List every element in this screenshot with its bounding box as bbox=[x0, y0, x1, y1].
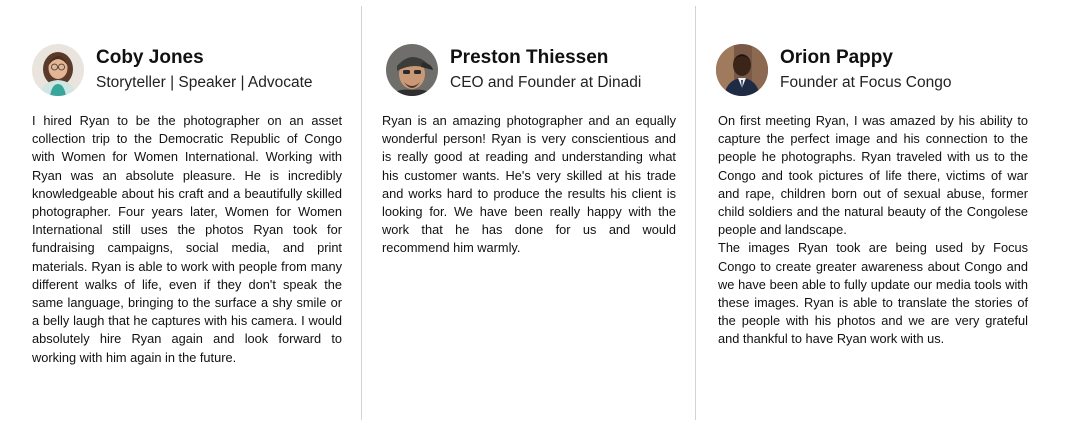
person-role: CEO and Founder at Dinadi bbox=[450, 74, 642, 91]
testimonial-paragraph: On first meeting Ryan, I was amazed by his ability to capture the perfect image and his connection to the people he photographs. Ryan traveled with us to the Congo and took pictures of life there, victims of war and rape, children born out of sexual abuse, former child soldiers and the natural beauty of the Congolese people and landscape. bbox=[718, 113, 1028, 238]
avatar bbox=[386, 44, 438, 96]
testimonial-card-coby-jones bbox=[32, 40, 342, 367]
column-divider-left bbox=[361, 6, 362, 420]
person-name: Coby Jones bbox=[96, 47, 204, 68]
testimonial-text bbox=[382, 112, 676, 258]
person-name: Preston Thiessen bbox=[450, 47, 609, 68]
column-divider-right bbox=[695, 6, 696, 420]
testimonial-text bbox=[718, 112, 1028, 349]
testimonial-paragraph: The images Ryan took are being used by Focus Congo to create greater awareness about Congo and we have been able to fully update our media tools with these images. Ryan is able to translate the stories of the people with his photos and we are very grateful and thankful to have Ryan work with us. bbox=[718, 240, 1028, 347]
testimonial-header bbox=[32, 40, 342, 100]
testimonial-card-orion-pappy bbox=[718, 40, 1028, 349]
person-role: Founder at Focus Congo bbox=[780, 74, 952, 91]
person-name: Orion Pappy bbox=[780, 47, 893, 68]
avatar bbox=[716, 44, 768, 96]
testimonial-paragraph: I hired Ryan to be the photographer on an asset collection trip to the Democratic Republic of Congo with Women for Women International. Working with Ryan was an absolute pleasure. He is incredibly knowledgeable about his craft and a beautifully skilled photographer. Four years later, Women for Women International still uses the photos Ryan took for fundraising campaigns, social media, and print materials. Ryan is able to work with people from many different walks of life, even if they don't speak the same language, bringing to the surface a shy smile or a belly laugh that he captures with his camera. I would absolutely hire Ryan again and look forward to working with him again in the future. bbox=[32, 113, 342, 365]
testimonial-card-preston-thiessen bbox=[382, 40, 676, 258]
avatar bbox=[32, 44, 84, 96]
testimonial-header bbox=[382, 40, 676, 100]
testimonial-text bbox=[32, 112, 342, 367]
testimonial-paragraph: Ryan is an amazing photographer and an equally wonderful person! Ryan is very conscientious and is really good at reading and understanding what his customer wants. He's very skilled at his trade and works hard to produce the results his client is looking for. We have been really happy with the work that he has done for us and would recommend him warmly. bbox=[382, 113, 676, 256]
testimonial-header bbox=[718, 40, 1028, 100]
person-role: Storyteller | Speaker | Advocate bbox=[96, 74, 313, 91]
